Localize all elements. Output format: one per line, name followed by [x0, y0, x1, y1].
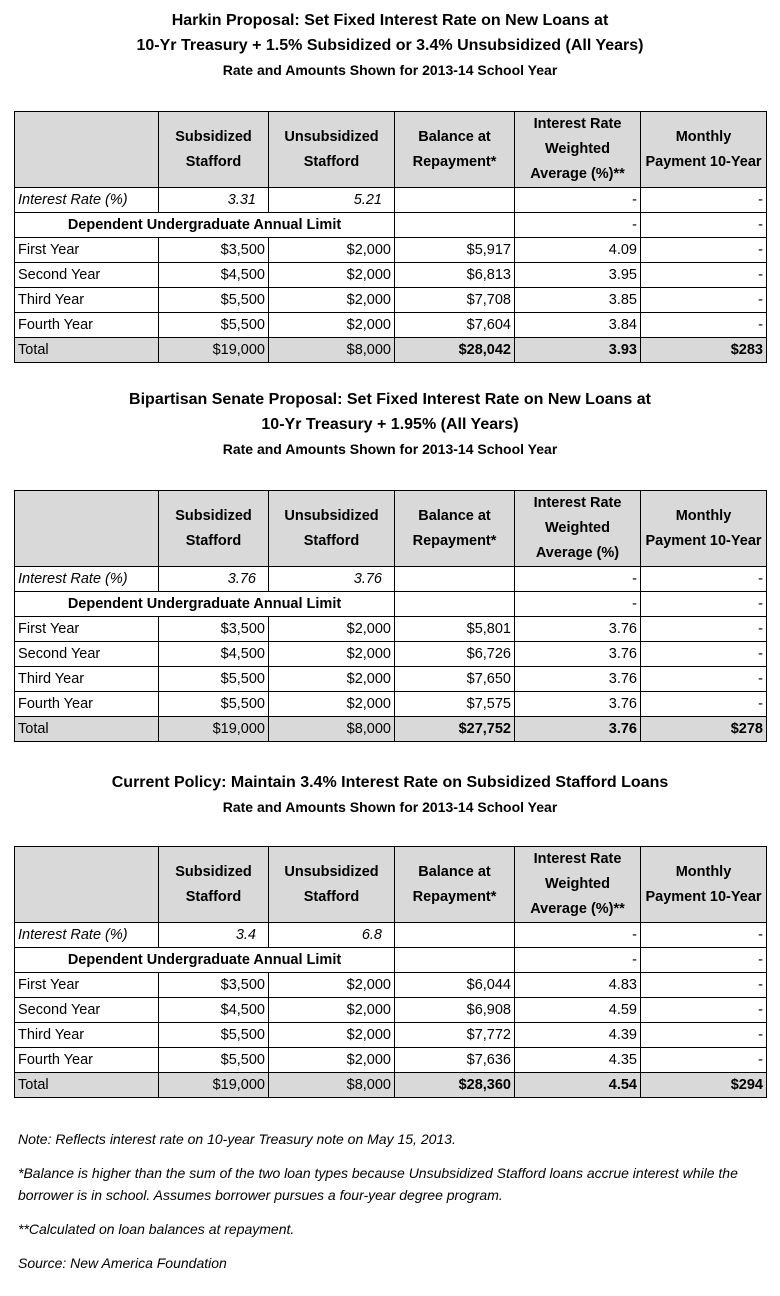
- current-policy-table: [14, 846, 767, 1098]
- row-label: Third Year: [15, 667, 159, 692]
- header-blank: [15, 847, 159, 923]
- dependent-limit-row: [15, 948, 767, 973]
- table-row: [15, 313, 767, 338]
- table-subtitle: Rate and Amounts Shown for 2013-14 School Year: [222, 799, 558, 815]
- cell-balance: $6,908: [395, 998, 515, 1023]
- row-label: Second Year: [15, 263, 159, 288]
- rate-subsidized: 3.76: [159, 567, 269, 592]
- cell-balance: $7,575: [395, 692, 515, 717]
- header-balance: Balance at Repayment*: [395, 847, 515, 923]
- row-label: Fourth Year: [15, 313, 159, 338]
- cell-weighted: 4.09: [515, 238, 641, 263]
- cell-monthly: -: [641, 973, 767, 998]
- total-subsidized: $19,000: [159, 1073, 269, 1098]
- rate-weighted: -: [515, 188, 641, 213]
- total-monthly: $283: [641, 338, 767, 363]
- table-title-line1: Harkin Proposal: Set Fixed Interest Rate on New Loans at: [171, 12, 609, 29]
- table-title-line2: 10-Yr Treasury + 1.95% (All Years): [261, 416, 519, 433]
- cell-subsidized: $5,500: [159, 692, 269, 717]
- cell-subsidized: $5,500: [159, 667, 269, 692]
- row-label: Third Year: [15, 288, 159, 313]
- limit-weighted: -: [515, 948, 641, 973]
- interest-rate-row: [15, 923, 767, 948]
- header-unsubsidized: Unsubsidized Stafford: [269, 847, 395, 923]
- bipartisan-table: [14, 490, 767, 742]
- total-monthly: $278: [641, 717, 767, 742]
- table-row: [15, 263, 767, 288]
- cell-subsidized: $5,500: [159, 1023, 269, 1048]
- cell-unsubsidized: $2,000: [269, 1023, 395, 1048]
- cell-unsubsidized: $2,000: [269, 313, 395, 338]
- rate-unsubsidized: 6.8: [269, 923, 395, 948]
- header-monthly: Monthly Payment 10-Year: [641, 847, 767, 923]
- cell-subsidized: $5,500: [159, 288, 269, 313]
- cell-monthly: -: [641, 263, 767, 288]
- row-label: Third Year: [15, 1023, 159, 1048]
- total-unsubsidized: $8,000: [269, 338, 395, 363]
- cell-monthly: -: [641, 667, 767, 692]
- interest-rate-row: [15, 567, 767, 592]
- limit-weighted: -: [515, 213, 641, 238]
- cell-unsubsidized: $2,000: [269, 288, 395, 313]
- row-label: Total: [15, 1073, 159, 1098]
- header-weighted: Interest Rate Weighted Average (%): [515, 491, 641, 567]
- total-row: [15, 717, 767, 742]
- row-label: Second Year: [15, 998, 159, 1023]
- header-blank: [15, 112, 159, 188]
- row-label: First Year: [15, 973, 159, 998]
- cell-unsubsidized: $2,000: [269, 973, 395, 998]
- cell-weighted: 3.76: [515, 642, 641, 667]
- cell-unsubsidized: $2,000: [269, 238, 395, 263]
- rate-balance: [395, 567, 515, 592]
- row-label: Total: [15, 717, 159, 742]
- total-row: [15, 338, 767, 363]
- cell-unsubsidized: $2,000: [269, 667, 395, 692]
- cell-weighted: 3.84: [515, 313, 641, 338]
- table-row: [15, 642, 767, 667]
- rate-balance: [395, 188, 515, 213]
- table-row: [15, 973, 767, 998]
- total-row: [15, 1073, 767, 1098]
- cell-weighted: 4.39: [515, 1023, 641, 1048]
- dependent-limit-label: Dependent Undergraduate Annual Limit: [15, 592, 395, 617]
- cell-balance: $5,917: [395, 238, 515, 263]
- dependent-limit-row: [15, 213, 767, 238]
- header-row: [15, 112, 767, 188]
- header-subsidized: Subsidized Stafford: [159, 847, 269, 923]
- source-note: Source: New America Foundation: [18, 1255, 227, 1271]
- total-subsidized: $19,000: [159, 338, 269, 363]
- note-treasury: Note: Reflects interest rate on 10-year Treasury note on May 15, 2013.: [18, 1131, 456, 1147]
- cell-weighted: 3.95: [515, 263, 641, 288]
- rate-unsubsidized: 5.21: [269, 188, 395, 213]
- header-balance: Balance at Repayment*: [395, 491, 515, 567]
- cell-subsidized: $4,500: [159, 642, 269, 667]
- cell-subsidized: $5,500: [159, 313, 269, 338]
- dependent-limit-label: Dependent Undergraduate Annual Limit: [15, 948, 395, 973]
- cell-unsubsidized: $2,000: [269, 263, 395, 288]
- rate-weighted: -: [515, 567, 641, 592]
- cell-weighted: 3.76: [515, 617, 641, 642]
- table-row: [15, 288, 767, 313]
- cell-unsubsidized: $2,000: [269, 692, 395, 717]
- cell-balance: $7,772: [395, 1023, 515, 1048]
- header-unsubsidized: Unsubsidized Stafford: [269, 491, 395, 567]
- cell-weighted: 4.83: [515, 973, 641, 998]
- table-row: [15, 1023, 767, 1048]
- cell-weighted: 4.59: [515, 998, 641, 1023]
- harkin-table: [14, 111, 767, 363]
- cell-balance: $6,726: [395, 642, 515, 667]
- row-label: Fourth Year: [15, 1048, 159, 1073]
- cell-balance: $6,813: [395, 263, 515, 288]
- row-label: Interest Rate (%): [15, 567, 159, 592]
- cell-monthly: -: [641, 998, 767, 1023]
- cell-balance: $7,650: [395, 667, 515, 692]
- rate-unsubsidized: 3.76: [269, 567, 395, 592]
- cell-monthly: -: [641, 1023, 767, 1048]
- table-title-line1: Current Policy: Maintain 3.4% Interest Rate on Subsidized Stafford Loans: [111, 774, 669, 791]
- cell-monthly: -: [641, 288, 767, 313]
- table-subtitle: Rate and Amounts Shown for 2013-14 School Year: [222, 441, 558, 457]
- cell-weighted: 3.85: [515, 288, 641, 313]
- header-monthly: Monthly Payment 10-Year: [641, 112, 767, 188]
- current-policy-section: [0, 770, 780, 820]
- rate-weighted: -: [515, 923, 641, 948]
- table-title-line1: Bipartisan Senate Proposal: Set Fixed Interest Rate on New Loans at: [129, 391, 651, 408]
- cell-monthly: -: [641, 313, 767, 338]
- header-blank: [15, 491, 159, 567]
- table-subtitle: Rate and Amounts Shown for 2013-14 School Year: [222, 62, 558, 78]
- cell-monthly: -: [641, 692, 767, 717]
- header-monthly: Monthly Payment 10-Year: [641, 491, 767, 567]
- total-monthly: $294: [641, 1073, 767, 1098]
- table-row: [15, 667, 767, 692]
- note-balance: *Balance is higher than the sum of the two loan types because Unsubsidized Stafford loans accrue interest while the borrower is in school. Assumes borrower pursues a four-year degree program.: [18, 1165, 738, 1203]
- rate-monthly: -: [641, 567, 767, 592]
- rate-subsidized: 3.4: [159, 923, 269, 948]
- total-balance: $28,042: [395, 338, 515, 363]
- total-balance: $28,360: [395, 1073, 515, 1098]
- row-label: Interest Rate (%): [15, 188, 159, 213]
- cell-unsubsidized: $2,000: [269, 1048, 395, 1073]
- cell-subsidized: $3,500: [159, 617, 269, 642]
- cell-weighted: 3.76: [515, 667, 641, 692]
- total-weighted: 4.54: [515, 1073, 641, 1098]
- total-balance: $27,752: [395, 717, 515, 742]
- row-label: First Year: [15, 238, 159, 263]
- limit-monthly: -: [641, 592, 767, 617]
- limit-monthly: -: [641, 213, 767, 238]
- header-subsidized: Subsidized Stafford: [159, 491, 269, 567]
- total-unsubsidized: $8,000: [269, 717, 395, 742]
- total-weighted: 3.76: [515, 717, 641, 742]
- header-unsubsidized: Unsubsidized Stafford: [269, 112, 395, 188]
- cell-balance: $7,708: [395, 288, 515, 313]
- note-calculated: **Calculated on loan balances at repayment.: [18, 1221, 295, 1237]
- total-unsubsidized: $8,000: [269, 1073, 395, 1098]
- rate-monthly: -: [641, 923, 767, 948]
- cell-subsidized: $3,500: [159, 973, 269, 998]
- cell-subsidized: $5,500: [159, 1048, 269, 1073]
- row-label: Second Year: [15, 642, 159, 667]
- row-label: First Year: [15, 617, 159, 642]
- limit-monthly: -: [641, 948, 767, 973]
- header-row: [15, 491, 767, 567]
- cell-monthly: -: [641, 642, 767, 667]
- rate-balance: [395, 923, 515, 948]
- cell-balance: $7,636: [395, 1048, 515, 1073]
- cell-weighted: 4.35: [515, 1048, 641, 1073]
- total-weighted: 3.93: [515, 338, 641, 363]
- rate-subsidized: 3.31: [159, 188, 269, 213]
- limit-weighted: -: [515, 592, 641, 617]
- total-subsidized: $19,000: [159, 717, 269, 742]
- interest-rate-row: [15, 188, 767, 213]
- cell-unsubsidized: $2,000: [269, 998, 395, 1023]
- limit-balance: [395, 213, 515, 238]
- harkin-section: [0, 8, 780, 83]
- dependent-limit-label: Dependent Undergraduate Annual Limit: [15, 213, 395, 238]
- header-balance: Balance at Repayment*: [395, 112, 515, 188]
- table-row: [15, 617, 767, 642]
- table-row: [15, 238, 767, 263]
- rate-monthly: -: [641, 188, 767, 213]
- cell-unsubsidized: $2,000: [269, 642, 395, 667]
- cell-monthly: -: [641, 1048, 767, 1073]
- table-row: [15, 998, 767, 1023]
- limit-balance: [395, 948, 515, 973]
- cell-subsidized: $4,500: [159, 263, 269, 288]
- cell-balance: $6,044: [395, 973, 515, 998]
- cell-subsidized: $4,500: [159, 998, 269, 1023]
- row-label: Fourth Year: [15, 692, 159, 717]
- row-label: Interest Rate (%): [15, 923, 159, 948]
- table-row: [15, 1048, 767, 1073]
- cell-balance: $5,801: [395, 617, 515, 642]
- cell-monthly: -: [641, 617, 767, 642]
- header-subsidized: Subsidized Stafford: [159, 112, 269, 188]
- table-title-line2: 10-Yr Treasury + 1.5% Subsidized or 3.4% Unsubsidized (All Years): [136, 37, 644, 54]
- footnotes: [18, 1128, 758, 1274]
- cell-balance: $7,604: [395, 313, 515, 338]
- bipartisan-section: [0, 387, 780, 462]
- cell-monthly: -: [641, 238, 767, 263]
- cell-weighted: 3.76: [515, 692, 641, 717]
- header-weighted: Interest Rate Weighted Average (%)**: [515, 112, 641, 188]
- cell-unsubsidized: $2,000: [269, 617, 395, 642]
- header-weighted: Interest Rate Weighted Average (%)**: [515, 847, 641, 923]
- limit-balance: [395, 592, 515, 617]
- header-row: [15, 847, 767, 923]
- dependent-limit-row: [15, 592, 767, 617]
- row-label: Total: [15, 338, 159, 363]
- table-row: [15, 692, 767, 717]
- cell-subsidized: $3,500: [159, 238, 269, 263]
